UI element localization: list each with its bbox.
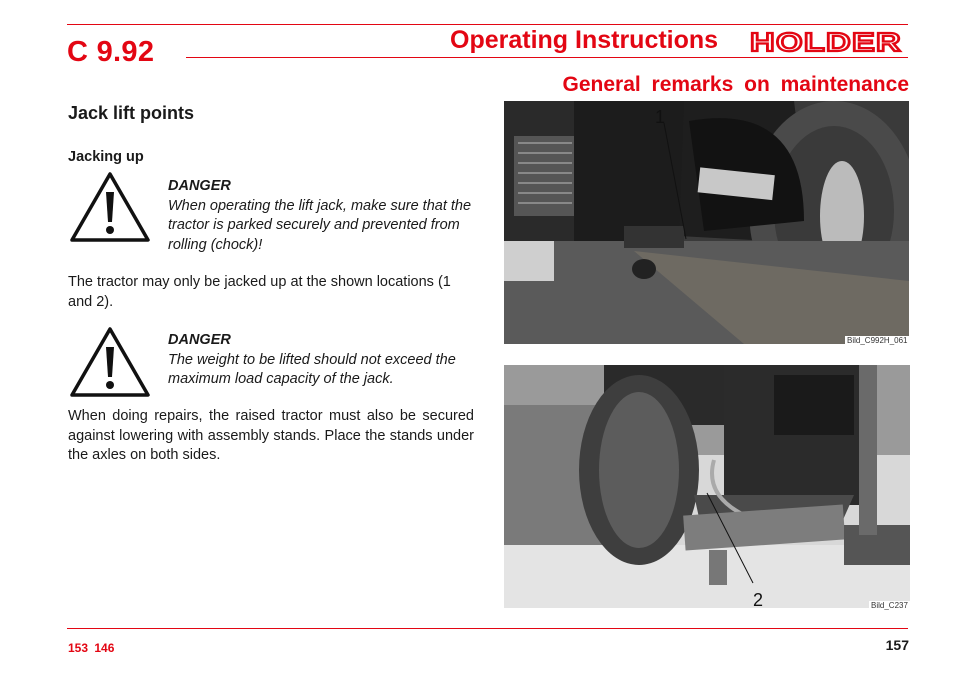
danger-label: DANGER	[168, 332, 231, 348]
jack-point-photo-2	[504, 365, 910, 608]
document-title: Operating Instructions	[450, 26, 719, 54]
model-number: C 9.92	[67, 36, 155, 68]
figure-2-caption: Bild_C237	[871, 601, 908, 610]
danger-text: The weight to be lifted should not exceed the maximum load capacity of the jack.	[168, 351, 456, 387]
danger-text: When operating the lift jack, make sure that the tractor is parked securely and prevented from rolling (chock)!	[168, 197, 472, 253]
holder-logo	[748, 30, 904, 54]
jack-lift-points-heading: Jack lift points	[68, 103, 195, 123]
repairs-paragraph: When doing repairs, the raised tractor must also be secured against lowering with assembly stands. Place the stands under the axles on both sides.	[68, 408, 474, 463]
warning-triangle-icon	[68, 325, 152, 399]
logo-text: HOLDER	[750, 30, 902, 54]
document-number: 153 146	[68, 641, 115, 655]
figure-1-caption: Bild_C992H_061	[847, 336, 908, 345]
warning-triangle-icon	[68, 170, 152, 244]
top-rule	[67, 24, 908, 25]
section-title: General remarks on maintenance	[562, 73, 909, 96]
jacking-up-subheading: Jacking up	[68, 149, 144, 165]
danger-notice-2	[168, 331, 478, 390]
danger-notice-1	[168, 177, 478, 255]
jack-locations-paragraph: The tractor may only be jacked up at the shown locations (1 and 2).	[68, 274, 451, 310]
callout-1: 1	[655, 107, 666, 127]
header-rule	[186, 57, 908, 58]
page-number: 157	[885, 637, 909, 653]
footer-rule	[67, 628, 908, 629]
jack-point-photo-1	[504, 101, 909, 344]
callout-2: 2	[753, 590, 764, 610]
danger-label: DANGER	[168, 178, 231, 194]
